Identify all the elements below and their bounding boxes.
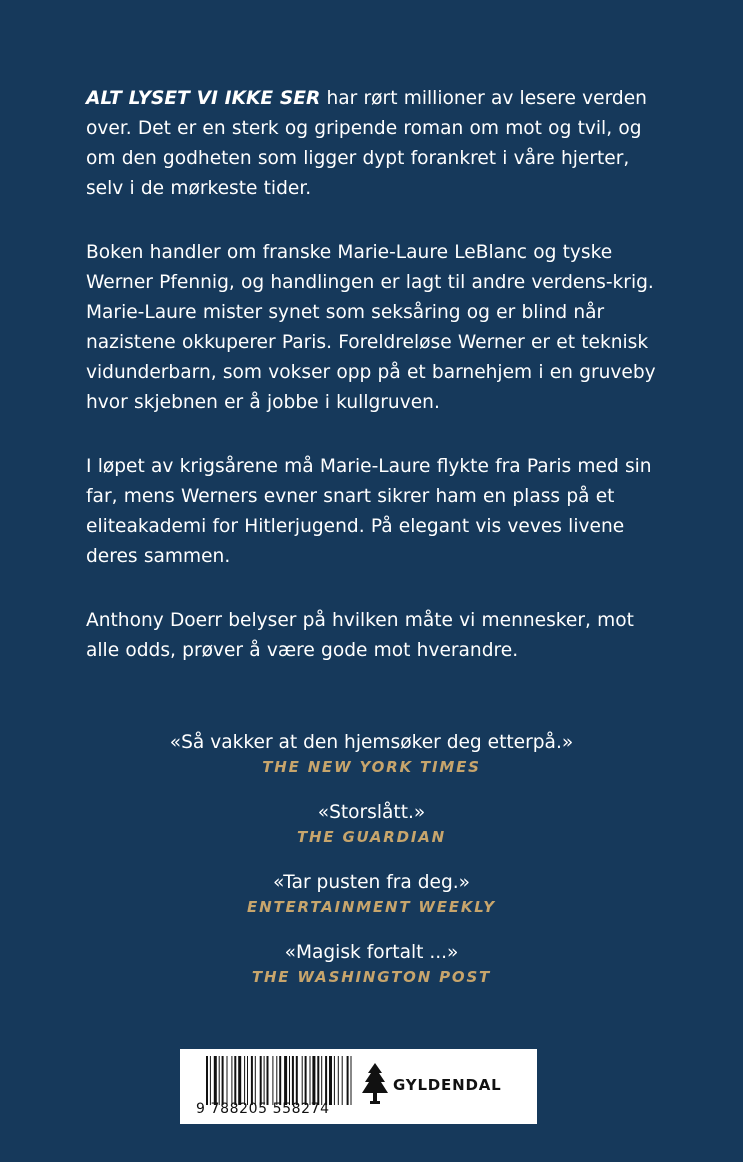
- review-quote: [0, 870, 743, 918]
- book-title: ALT LYSET VI IKKE SER: [86, 88, 321, 109]
- blurb: [86, 84, 656, 700]
- quote-text: «Magisk fortalt ...»: [284, 942, 459, 963]
- quote-text: «Tar pusten fra deg.»: [272, 872, 471, 893]
- review-quote: [0, 940, 743, 988]
- quote-source: THE GUARDIAN: [296, 828, 447, 846]
- quote-source: THE WASHINGTON POST: [251, 968, 492, 986]
- quote-text: «Storslått.»: [317, 802, 426, 823]
- blurb-paragraph-1: [86, 84, 656, 204]
- review-quote: [0, 800, 743, 848]
- blurb-paragraph-3: I løpet av krigsårene må Marie-Laure flykte fra Paris med sin far, mens Werners evner snart sikrer ham en plass på et eliteakademi for Hitlerjugend. På elegant vis veves livene deres sammen.: [86, 456, 652, 567]
- blurb-paragraph-4: Anthony Doerr belyser på hvilken måte vi mennesker, mot alle odds, prøver å være gode mot hverandre.: [86, 610, 634, 661]
- fir-tree-icon: [362, 1063, 388, 1107]
- blurb-paragraph-1-text: har rørt millioner av lesere verden over. Det er en sterk og gripende roman om mot og tvil, og om den godheten som ligger dypt forankret i våre hjerter, selv i de mørkeste tider.: [86, 88, 647, 199]
- barcode-icon: [206, 1056, 384, 1105]
- publisher-logo: GYLDENDAL: [393, 1076, 502, 1094]
- quote-source: ENTERTAINMENT WEEKLY: [247, 898, 496, 916]
- review-quote: [0, 730, 743, 778]
- barcode-panel: [180, 1049, 537, 1124]
- quote-text: «Så vakker at den hjemsøker deg etterpå.»: [169, 732, 574, 753]
- review-quotes: [0, 730, 743, 1010]
- blurb-paragraph-2: Boken handler om franske Marie-Laure LeBlanc og tyske Werner Pfennig, og handlingen er lagt til andre verdens-krig. Marie-Laure mister synet som seksåring og er blind når nazistene okkuperer Paris. Foreldreløse Werner er et teknisk vidunderbarn, som vokser opp på et barnehjem i en gruveby hvor skjebnen er å jobbe i kullgruven.: [86, 242, 656, 413]
- quote-source: THE NEW YORK TIMES: [262, 758, 481, 776]
- isbn-number: 9 788205 558274: [196, 1101, 330, 1117]
